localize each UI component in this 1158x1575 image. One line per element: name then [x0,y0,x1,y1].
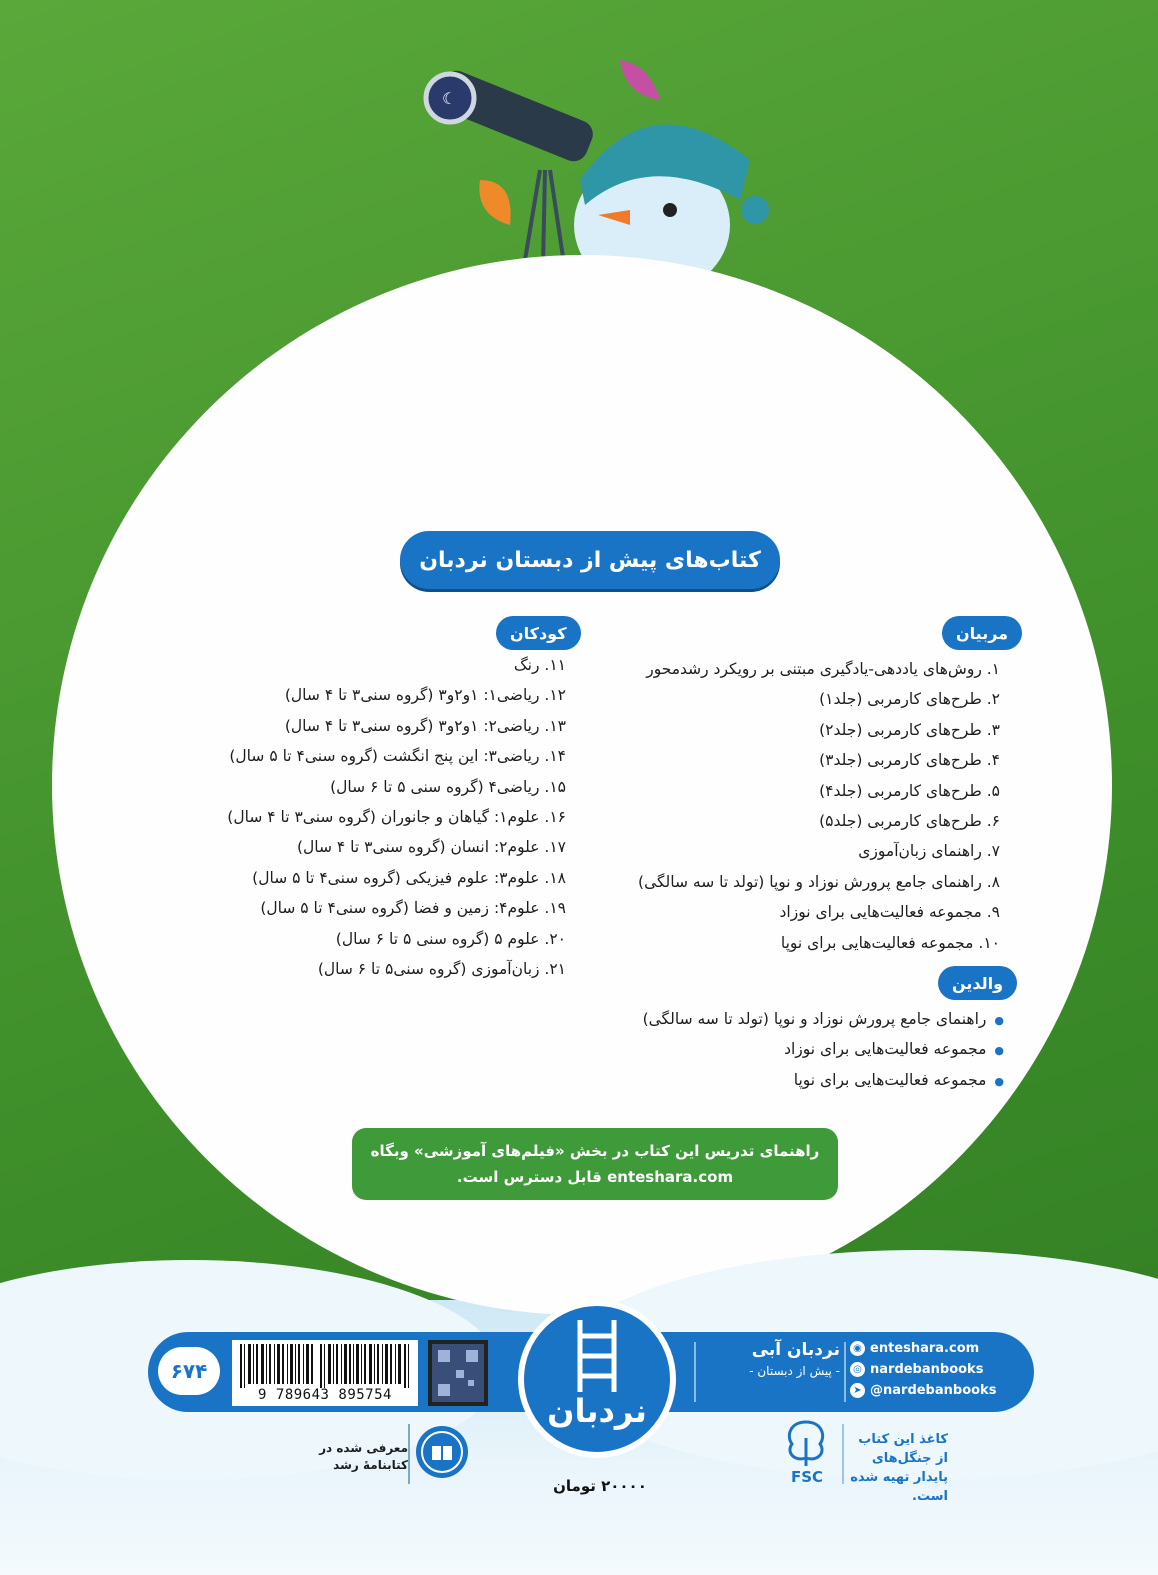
instagram-icon: ◎ [850,1362,865,1377]
list-item: ۸. راهنمای جامع پرورش نوزاد و نوپا (تولد تا سه سالگی) [638,872,1000,891]
fsc-tree-icon [776,1418,836,1468]
list-item: ۳. طرح‌های کارمربی (جلد۲) [819,720,1000,739]
list-item: ۱۸. علوم۳: علوم فیزیکی (گروه سنی۴ تا ۵ سال) [252,868,566,887]
nardeban-logo [518,1300,676,1458]
section-label-morabian: مربیان [942,616,1022,650]
list-item: ۴. طرح‌های کارمربی (جلد۳) [819,751,1000,770]
list-item: ۱۹. علوم۴: زمین و فضا (گروه سنی۴ تا ۵ سال) [260,899,566,918]
section-label-kudakan: کودکان [496,616,581,650]
list-item: ۱۱. رنگ [513,656,566,674]
registry-text: معرفی شده در کتابنامهٔ رشد [319,1441,408,1472]
list-item: ● مجموعه فعالیت‌هایی برای نوزاد [643,1034,1004,1064]
list-item: ● راهنمای جامع پرورش نوزاد و نوپا (تولد تا سه سالگی) [643,1004,1004,1034]
list-item: ۱۷. علوم۲: انسان (گروه سنی۳ تا ۴ سال) [296,838,566,857]
book-number-badge: ۶۷۴ [158,1347,220,1395]
barcode-icon [232,1344,418,1388]
notice-line-1: راهنمای تدریس این کتاب در بخش «فیلم‌های آموزشی» وبگاه [370,1142,820,1160]
list-item: ۹. مجموعه فعالیت‌هایی برای نوزاد [779,903,1000,922]
list-item: ۱۶. علوم۱: گیاهان و جانوران (گروه سنی۳ تا ۴ سال) [227,807,566,826]
telegram-link[interactable] [850,1380,1020,1401]
ladder-icon [524,1312,670,1402]
social-links [850,1338,1020,1401]
page-title: کتاب‌های پیش از دبستان نردبان [400,531,780,589]
list-item: ۱۲. ریاضی۱: ۱و۲و۳ (گروه سنی۳ تا ۴ سال) [284,686,566,705]
logo-text: نردبان [547,1392,647,1430]
list-item: ۶. طرح‌های کارمربی (جلد۵) [819,811,1000,830]
registry-emblem-icon [414,1424,470,1480]
list-item: ۵. طرح‌های کارمربی (جلد۴) [819,781,1000,800]
qr-code-icon [428,1340,488,1406]
notice-line-2: enteshara.com قابل دسترس است. [456,1168,734,1186]
telegram-text: @nardebanbooks [870,1383,997,1398]
instagram-link[interactable] [850,1359,1020,1380]
teaching-guide-notice [352,1128,838,1200]
divider [842,1424,844,1484]
series-subtitle: - پیش از دبستان - [749,1364,840,1378]
qr-code[interactable] [428,1340,488,1406]
list-item: ۱۰. مجموعه فعالیت‌هایی برای نوپا [780,933,1000,952]
valedeyn-list [643,1004,1004,1095]
list-item: ۷. راهنمای زبان‌آموزی [858,842,1000,861]
svg-text:☾: ☾ [442,89,457,108]
telegram-icon: ➤ [850,1383,865,1398]
list-item: ۱۳. ریاضی۲: ۱و۲و۳ (گروه سنی۳ تا ۴ سال) [284,716,566,735]
section-label-valedeyn: والدین [938,966,1017,1000]
website-link[interactable] [850,1338,1020,1359]
series-name-block [700,1340,840,1402]
list-item: ۱۴. ریاضی۳: این پنج انگشت (گروه سنی۴ تا ۵ سال) [229,747,566,766]
fsc-text: کاغذ این کتاب از جنگل‌های پایدار تهیه شده است. [850,1432,948,1504]
fsc-label: FSC [790,1468,824,1486]
kudakan-list [227,650,566,984]
globe-icon: ◉ [850,1341,865,1356]
morabian-list [638,654,1000,958]
divider [694,1342,696,1402]
website-text: enteshara.com [870,1341,980,1356]
series-name: نردبان آبی [751,1340,840,1360]
list-item: ۲. طرح‌های کارمربی (جلد۱) [819,690,1000,709]
list-item: ● مجموعه فعالیت‌هایی برای نوپا [643,1065,1004,1095]
list-item: ۲۰. علوم ۵ (گروه سنی ۵ تا ۶ سال) [335,929,566,948]
isbn-barcode [232,1340,418,1406]
divider [844,1342,846,1402]
price-label: ۲۰۰۰۰ تومان [553,1477,647,1495]
list-item: ۲۱. زبان‌آموزی (گروه سنی۵ تا ۶ سال) [317,959,566,978]
divider [408,1424,410,1484]
list-item: ۱. روش‌های یاددهی-یادگیری مبتنی بر رویکرد رشدمحور [646,660,1000,678]
list-item: ۱۵. ریاضی۴ (گروه سنی ۵ تا ۶ سال) [330,777,566,796]
instagram-text: nardebanbooks [870,1362,984,1377]
isbn-number: 9 789643 895754 [258,1387,392,1403]
